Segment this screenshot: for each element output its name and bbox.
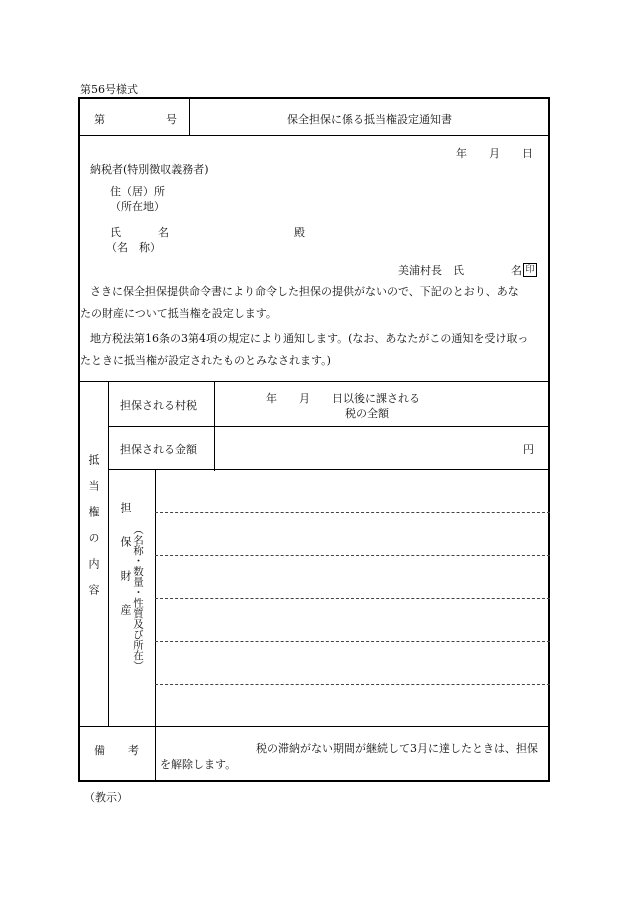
- name-label-1: 氏: [110, 226, 121, 239]
- document-title: 保全担保に係る抵当権設定通知書: [287, 113, 452, 126]
- remarks-label-1: 備: [94, 744, 105, 757]
- date-month: 月: [489, 147, 500, 160]
- date-year: 年: [456, 147, 467, 160]
- secured-tax-rule: [108, 426, 550, 427]
- form-number: 第56号様式: [80, 83, 138, 96]
- property-note: （名称・数量・性質及び所在）: [132, 524, 144, 671]
- taxpayer-label: 納税者(特別徴収義務者): [90, 163, 209, 176]
- remarks-line-2: を解除します。: [160, 758, 237, 771]
- property-line-2: [155, 555, 550, 556]
- amount-unit: 円: [523, 443, 534, 456]
- honorific: 殿: [294, 226, 305, 239]
- address-sublabel: （所在地）: [110, 200, 165, 213]
- address-label: 住（居）所: [110, 185, 165, 198]
- body-line-2: たの財産について抵当権を設定します。: [80, 307, 277, 320]
- secured-tax-label: 担保される村税: [120, 399, 197, 412]
- secured-tax-date-line: 年 月 日以後に課される: [266, 392, 420, 405]
- amount-rule: [108, 469, 550, 470]
- property-line-3: [155, 598, 550, 599]
- property-line-1: [155, 512, 550, 513]
- property-line-5: [155, 684, 550, 685]
- remarks-divider: [155, 726, 156, 782]
- remarks-line-1: 税の滞納がない期間が継続して3月に達したときは、担保: [256, 742, 538, 755]
- side-label-divider: [108, 381, 109, 726]
- seal-mark: 印: [523, 263, 537, 277]
- name-label-2: 名: [158, 226, 169, 239]
- issuer-name-char: 名: [511, 264, 522, 277]
- number-prefix: 第: [94, 113, 105, 126]
- body-line-3: 地方税法第16条の3第4項の規定により通知します。(なお、あなたがこの通知を受け取っ: [90, 332, 529, 345]
- name-sublabel: （名 称）: [106, 241, 161, 254]
- header-rule: [80, 135, 550, 136]
- property-line-4: [155, 641, 550, 642]
- instruction-label: （教示）: [84, 791, 128, 804]
- body-line-4: たときに抵当権が設定されたものとみなされます。): [80, 354, 331, 367]
- issuer-mayor: 美浦村長 氏: [398, 264, 464, 277]
- lien-content-label: 抵当権の内容: [87, 454, 100, 610]
- body-rule: [80, 381, 550, 382]
- body-line-1: さきに保全担保提供命令書により命令した担保の提供がないので、下記のとおり、あな: [90, 285, 519, 298]
- property-label: 担保財産: [119, 502, 132, 638]
- notice-form: [78, 97, 550, 782]
- date-day: 日: [522, 147, 533, 160]
- remarks-label-2: 考: [128, 744, 139, 757]
- amount-label: 担保される金額: [120, 443, 197, 456]
- number-suffix: 号: [166, 113, 177, 126]
- secured-tax-scope: 税の全額: [345, 407, 389, 420]
- remarks-rule: [80, 726, 550, 727]
